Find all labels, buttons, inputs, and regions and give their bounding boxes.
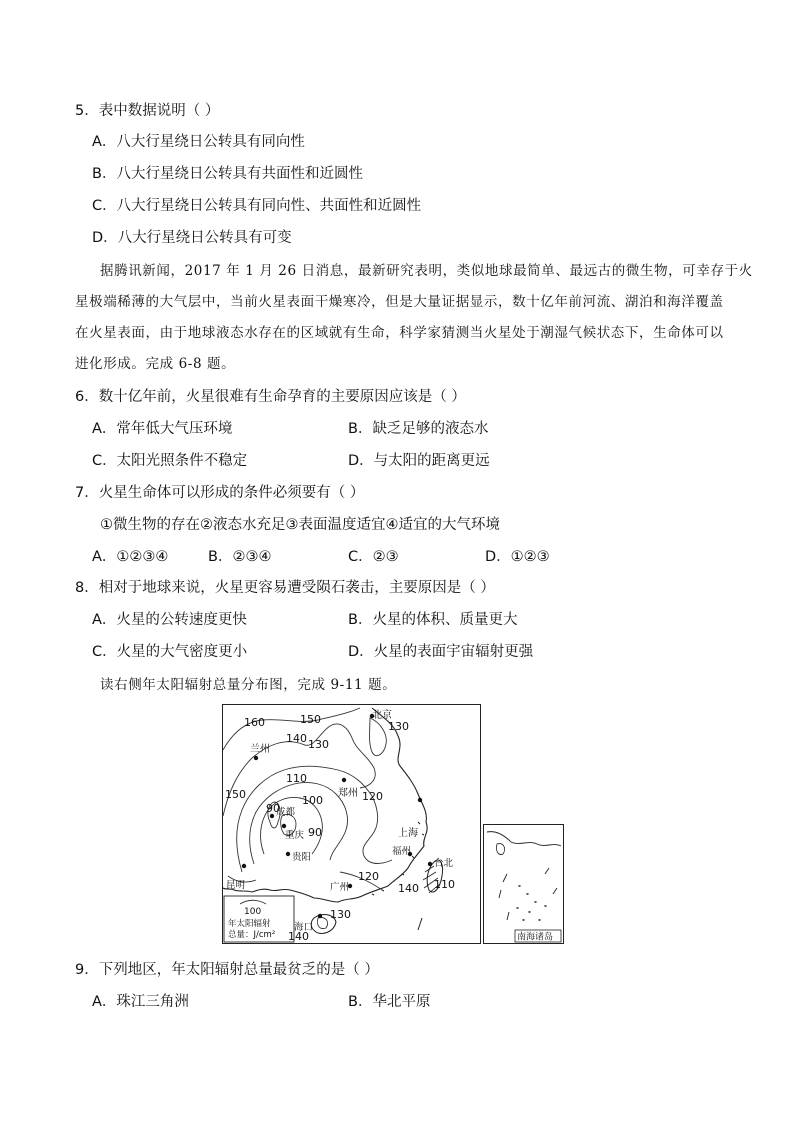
- isoline-label-130-south: 130: [330, 908, 351, 921]
- passage-line-2: 星极端稀薄的大气层中，当前火星表面干燥寒冷，但是大量证据显示，数十亿年前河流、湖泊和海洋覆盖: [75, 294, 724, 310]
- city-guiyang: 贵阳: [292, 852, 312, 863]
- city-chongqing: 重庆: [285, 830, 305, 841]
- isoline-label-150-west: 150: [225, 788, 246, 801]
- q7-option-b: B．②③④: [208, 549, 272, 565]
- isoline-label-140-coast: 140: [398, 882, 419, 895]
- inset-label: 南海诸岛: [517, 932, 554, 943]
- isoline-label-110: 110: [286, 772, 307, 785]
- city-fuzhou: 福州: [392, 846, 412, 857]
- city-dot-guiyang: [286, 852, 290, 856]
- city-dot-taibei: [428, 862, 432, 866]
- isoline-label-100: 100: [302, 794, 323, 807]
- passage-line-4: 进化形成。完成 6-8 题。: [75, 356, 236, 372]
- q6-option-a: A．常年低大气压环境: [92, 421, 233, 437]
- q5-option-b: B．八大行星绕日公转具有共面性和近圆性: [92, 166, 363, 182]
- q7-option-d: D．①②③: [485, 549, 550, 565]
- q7-stem: 7．火星生命体可以形成的条件必须要有（ ）: [75, 485, 365, 501]
- city-kunming: 昆明: [226, 880, 246, 891]
- solar-radiation-map: [222, 704, 481, 944]
- city-shanghai: 上海: [398, 828, 418, 839]
- isoline-label-140: 140: [286, 732, 307, 745]
- q8-option-c: C．火星的大气密度更小: [92, 644, 248, 660]
- inset-frame: [484, 825, 564, 944]
- q9-option-a: A．珠江三角洲: [92, 994, 189, 1010]
- q6-option-d: D．与太阳的距离更远: [348, 453, 490, 469]
- q8-option-d: D．火星的表面宇宙辐射更强: [348, 644, 534, 660]
- city-dot-lanzhou: [254, 756, 258, 760]
- legend-line-1: 年太阳辐射: [228, 919, 271, 929]
- q8-stem: 8．相对于地球来说，火星更容易遭受陨石袭击，主要原因是（ ）: [75, 580, 495, 596]
- isoline-label-110-taiwan: 110: [434, 878, 455, 891]
- city-dot-haikou: [318, 914, 322, 918]
- q6-option-c: C．太阳光照条件不稳定: [92, 453, 248, 469]
- q8-option-a: A．火星的公转速度更快: [92, 612, 247, 628]
- q5-stem: 5．表中数据说明（ ）: [75, 103, 220, 119]
- city-chengdu: 成都: [276, 807, 296, 818]
- q9-option-b: B．华北平原: [348, 994, 431, 1010]
- city-dot-chongqing: [282, 824, 286, 828]
- map-intro: 读右侧年太阳辐射总量分布图，完成 9-11 题。: [100, 677, 397, 693]
- south-china-sea-inset: [483, 824, 564, 944]
- q5-option-d: D．八大行星绕日公转具有可变: [92, 230, 292, 246]
- q7-conditions: ①微生物的存在②液态水充足③表面温度适宜④适宜的大气环境: [100, 517, 500, 533]
- isoline-label-150-north: 150: [300, 713, 321, 726]
- city-dot-kunming: [242, 864, 246, 868]
- q6-stem: 6．数十亿年前，火星很难有生命孕育的主要原因应该是（ ）: [75, 389, 466, 405]
- passage-line-1: 据腾讯新闻，2017 年 1 月 26 日消息，最新研究表明，类似地球最简单、最远古的微生物，可幸存于火: [100, 263, 753, 279]
- legend-line-2: 总量：J/cm²: [228, 930, 276, 940]
- isoline-label-160: 160: [244, 716, 265, 729]
- isoline-label-90-east: 90: [308, 826, 322, 839]
- city-haikou: 海口: [294, 922, 314, 933]
- passage-line-3: 在火星表面，由于地球液态水存在的区域就有生命，科学家猜测当火星处于潮湿气候状态下，生命体可以: [75, 325, 724, 341]
- south-china-sea-inset-svg: [483, 824, 564, 944]
- city-taibei: 台北: [434, 858, 454, 869]
- isoline-label-90-west: 90: [266, 802, 280, 815]
- q6-option-b: B．缺乏足够的液态水: [348, 421, 489, 437]
- city-guangzhou: 广州: [330, 882, 350, 893]
- city-lanzhou: 兰州: [250, 744, 270, 755]
- isoline-label-120-south: 120: [358, 870, 379, 883]
- city-dot-zhengzhou: [342, 778, 346, 782]
- q5-option-a: A．八大行星绕日公转具有同向性: [92, 134, 305, 150]
- city-zhengzhou: 郑州: [338, 788, 358, 799]
- legend-value: 100: [244, 907, 262, 917]
- q5-option-c: C．八大行星绕日公转具有同向性、共面性和近圆性: [92, 198, 422, 214]
- isoline-label-120-north: 120: [362, 790, 383, 803]
- isoline-label-140-hainan: 140: [288, 930, 309, 943]
- isoline-label-130-ne: 130: [388, 720, 409, 733]
- isoline-label-130: 130: [308, 738, 329, 751]
- city-dot-shanghai: [418, 798, 422, 802]
- q9-stem: 9．下列地区，年太阳辐射总量最贫乏的是（ ）: [75, 962, 379, 978]
- q8-option-b: B．火星的体积、质量更大: [348, 612, 518, 628]
- q7-option-c: C．②③: [348, 549, 399, 565]
- solar-radiation-map-svg: [222, 704, 481, 944]
- q7-option-a: A．①②③④: [92, 549, 169, 565]
- city-beijing: 北京: [372, 710, 392, 721]
